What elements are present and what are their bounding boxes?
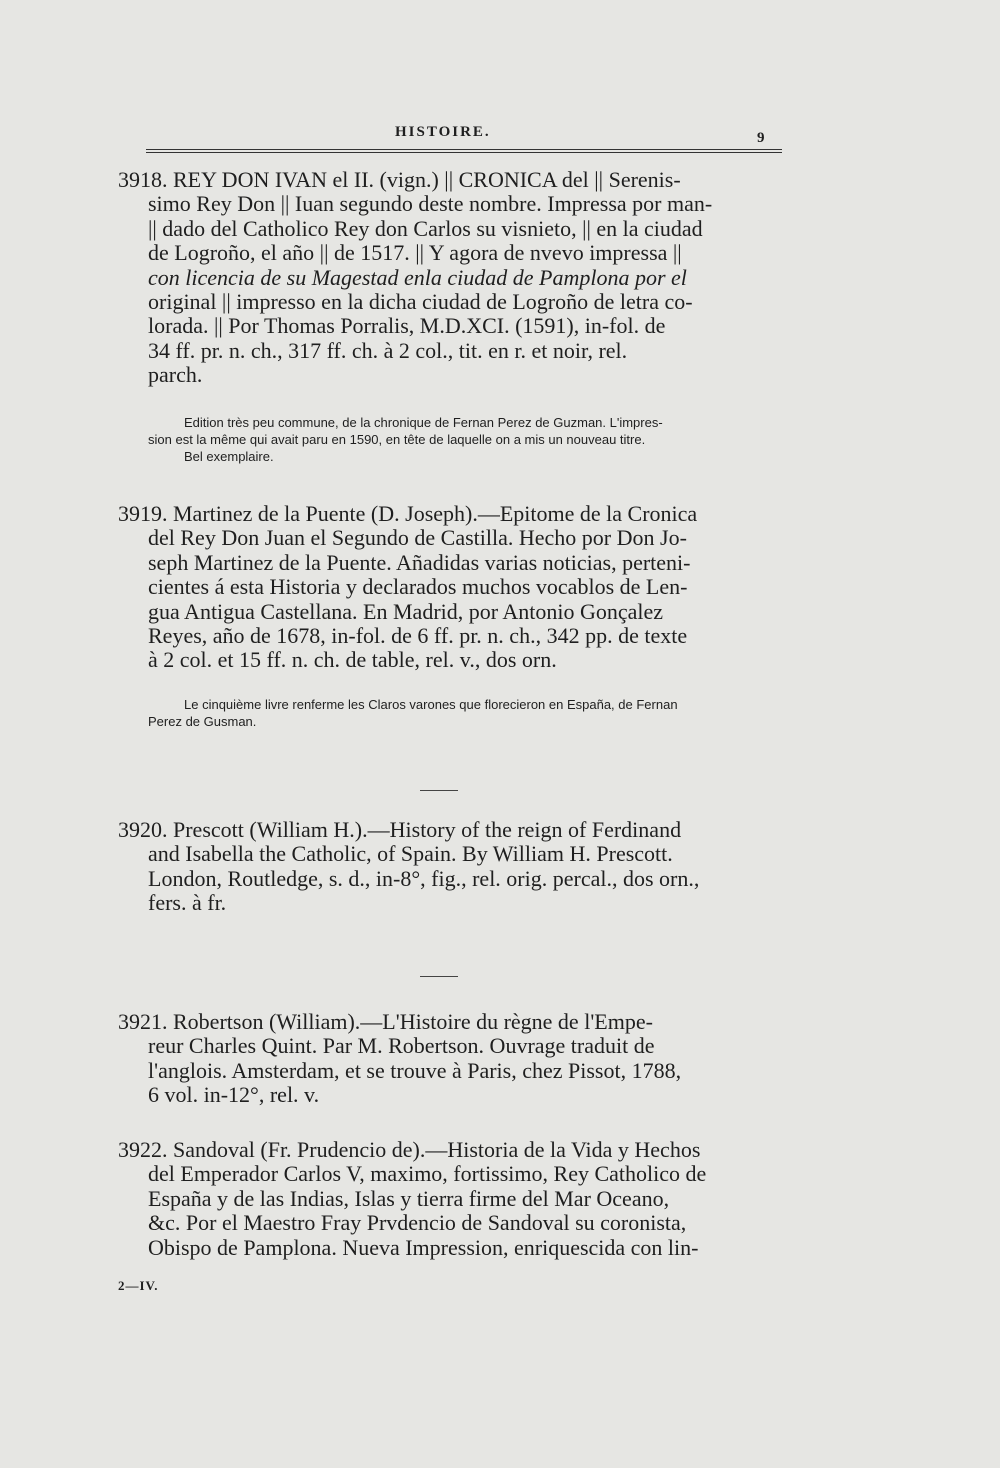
entry-number: 3921. (118, 1009, 168, 1034)
entry-line (118, 501, 774, 526)
entry-line: fers. à fr. (148, 890, 227, 916)
entry-line: parch. (148, 362, 203, 388)
entry-line: del Rey Don Juan el Segundo de Castilla. Hecho por Don Jo- (148, 525, 687, 551)
header-rule (146, 149, 782, 153)
signature-mark: 2—IV. (118, 1278, 159, 1293)
entry-text: REY DON IVAN el II. (vign.) || CRONICA del || Serenis- (173, 167, 681, 192)
note-line: Perez de Gusman. (148, 714, 257, 729)
separator-rule (420, 790, 458, 791)
entry-line: London, Routledge, s. d., in-8°, fig., rel. orig. percal., dos orn., (148, 865, 700, 891)
entry-line: 34 ff. pr. n. ch., 317 ff. ch. à 2 col., tit. en r. et noir, rel. (148, 337, 628, 363)
entry-line: || dado del Catholico Rey don Carlos su visnieto, || en la ciudad (148, 215, 703, 241)
entry-line: &c. Por el Maestro Fray Prvdencio de Sandoval su coronista, (148, 1210, 687, 1236)
note-3918 (148, 414, 770, 465)
entry-3921 (118, 1009, 774, 1108)
entry-line: España y de las Indias, Islas y tierra firme del Mar Oceano, (148, 1185, 670, 1211)
note-line: sion est la même qui avait paru en 1590, en tête de laquelle on a mis un nouveau titre. (148, 432, 646, 447)
entry-text: Martinez de la Puente (D. Joseph).—Epitome de la Cronica (173, 501, 698, 526)
note-3919 (148, 696, 770, 730)
entry-text: Prescott (William H.).—History of the reign of Ferdinand (173, 817, 682, 842)
note-line: Bel exemplaire. (184, 449, 274, 464)
entry-line (118, 167, 774, 192)
entry-number: 3919. (118, 501, 168, 526)
entry-line: de Logroño, el año || de 1517. || Y agora de nvevo impressa || (148, 240, 682, 266)
entry-3922 (118, 1137, 774, 1260)
note-line: Edition très peu commune, de la chronique de Fernan Perez de Guzman. L'impres- (184, 415, 663, 430)
entry-number: 3922. (118, 1137, 168, 1162)
entry-line: cientes á esta Historia y declarados muchos vocablos de Len- (148, 574, 688, 600)
entry-line (118, 817, 774, 842)
entry-line: con licencia de su Magestad enla ciudad de Pamplona por el (148, 264, 687, 290)
entry-line (118, 1009, 774, 1034)
note-line: Le cinquième livre renferme les Claros varones que florecieron en España, de Fernan (184, 697, 678, 712)
entry-text: Robertson (William).—L'Histoire du règne de l'Empe- (173, 1009, 653, 1034)
entry-line: seph Martinez de la Puente. Añadidas varias noticias, perteni- (148, 549, 691, 575)
entry-line: simo Rey Don || Iuan segundo deste nombre. Impressa por man- (148, 191, 713, 217)
entry-line: 6 vol. in-12°, rel. v. (148, 1082, 320, 1108)
running-head: HISTOIRE. (395, 124, 491, 140)
entry-3920 (118, 817, 774, 916)
entry-line (118, 1137, 774, 1162)
page-number: 9 (757, 130, 765, 146)
entry-3919 (118, 501, 774, 673)
entry-line: and Isabella the Catholic, of Spain. By William H. Prescott. (148, 841, 673, 867)
entry-number: 3918. (118, 167, 168, 192)
entry-line: reur Charles Quint. Par M. Robertson. Ouvrage traduit de (148, 1033, 655, 1059)
entry-line: Obispo de Pamplona. Nueva Impression, enriquescida con lin- (148, 1234, 699, 1260)
entry-number: 3920. (118, 817, 168, 842)
entry-line: del Emperador Carlos V, maximo, fortissimo, Rey Catholico de (148, 1161, 707, 1187)
separator-rule (420, 976, 458, 977)
entry-3918 (118, 167, 774, 388)
entry-line: gua Antigua Castellana. En Madrid, por Antonio Gonçalez (148, 598, 664, 624)
entry-line: lorada. || Por Thomas Porralis, M.D.XCI. (1591), in-fol. de (148, 313, 666, 339)
entry-line: l'anglois. Amsterdam, et se trouve à Paris, chez Pissot, 1788, (148, 1057, 682, 1083)
entry-text: Sandoval (Fr. Prudencio de).—Historia de la Vida y Hechos (173, 1137, 701, 1162)
entry-line: original || impresso en la dicha ciudad de Logroño de letra co- (148, 289, 693, 315)
entry-line: Reyes, año de 1678, in-fol. de 6 ff. pr. n. ch., 342 pp. de texte (148, 623, 688, 649)
entry-line: à 2 col. et 15 ff. n. ch. de table, rel. v., dos orn. (148, 647, 557, 673)
